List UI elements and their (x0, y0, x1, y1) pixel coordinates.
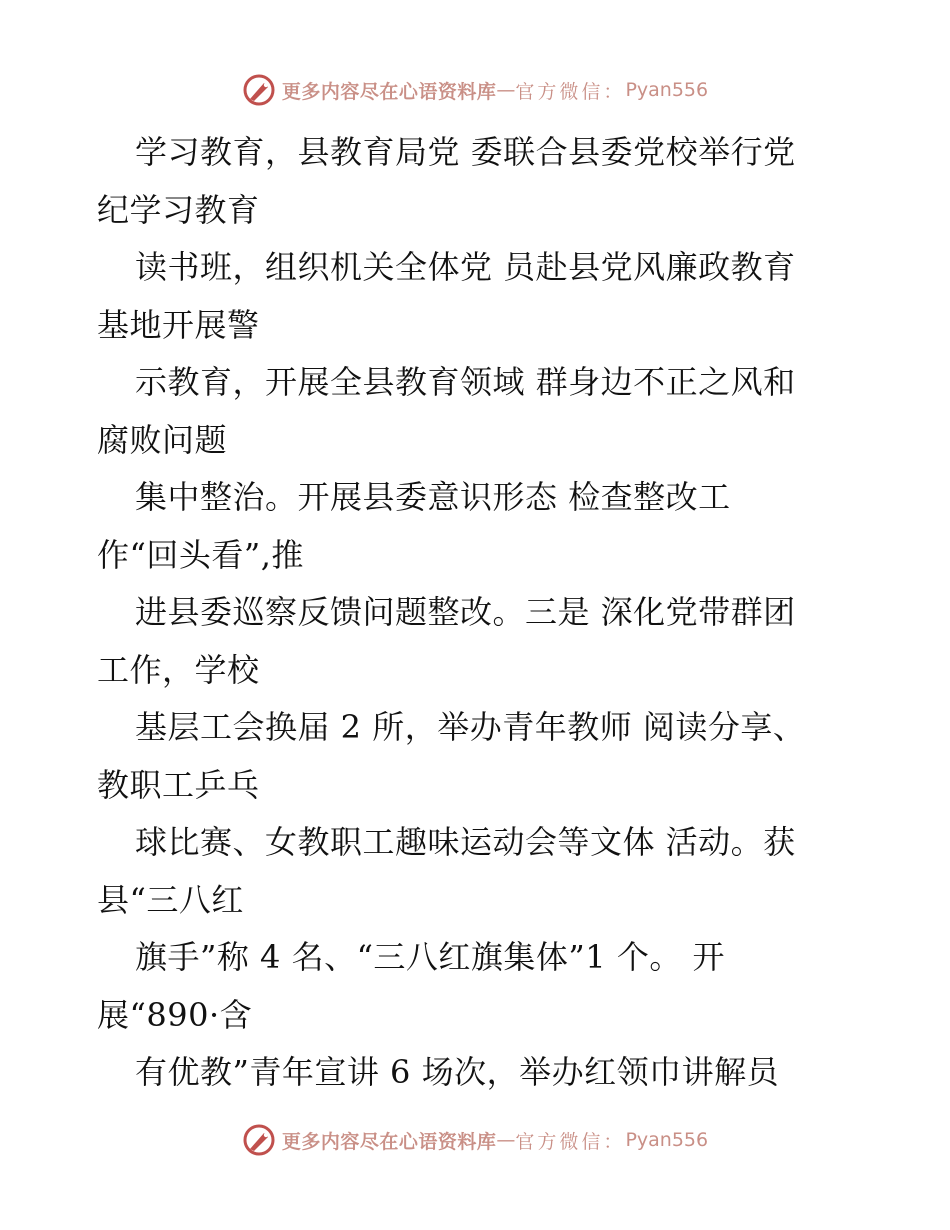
header-watermark (0, 70, 950, 110)
text-line: 教职工乒乓 (97, 765, 260, 804)
watermark-official-label: 官方微信： (515, 1130, 626, 1153)
text-line: 展“890·含 (97, 995, 253, 1034)
watermark-separator: — (496, 79, 516, 101)
text-line: 基层工会换届 2 所，举办青年教师 阅读分享、 (135, 708, 806, 746)
text-line: 有优教”青年宣讲 6 场次，举办红领巾讲解员 (135, 1053, 780, 1091)
watermark-separator: — (496, 1129, 516, 1151)
text-line: 球比赛、女教职工趣味运动会等文体 活动。获 (135, 823, 796, 861)
document-body (97, 124, 857, 1102)
text-line: 旗手”称 4 名、“三八红旗集体”1 个。 开 (135, 938, 725, 976)
footer-watermark (0, 1120, 950, 1160)
text-line: 腐败问题 (97, 420, 228, 459)
watermark-brand: 更多内容尽在心语资料库 (281, 1130, 497, 1153)
watermark-brand: 更多内容尽在心语资料库 (281, 80, 497, 103)
text-line: 学习教育，县教育局党 委联合县委党校举行党 (135, 133, 796, 171)
pen-nib-logo-icon (242, 1123, 276, 1157)
text-line: 读书班，组织机关全体党 员赴县党风廉政教育 (135, 248, 796, 286)
text-line: 县“三八红 (97, 880, 244, 919)
pen-nib-logo-icon (242, 73, 276, 107)
watermark-official-label: 官方微信： (515, 80, 626, 103)
text-line: 纪学习教育 (97, 190, 260, 229)
text-line: 进县委巡察反馈问题整改。三是 深化党带群团 (135, 593, 796, 631)
watermark-wechat-id: Pyan556 (625, 1129, 709, 1151)
text-line: 工作，学校 (97, 650, 260, 689)
watermark-wechat-id: Pyan556 (625, 79, 709, 101)
text-line: 作“回头看”,推 (97, 535, 304, 574)
text-line: 集中整治。开展县委意识形态 检查整改工 (135, 478, 731, 516)
text-line: 示教育，开展全县教育领域 群身边不正之风和 (135, 363, 796, 401)
text-line: 基地开展警 (97, 305, 260, 344)
